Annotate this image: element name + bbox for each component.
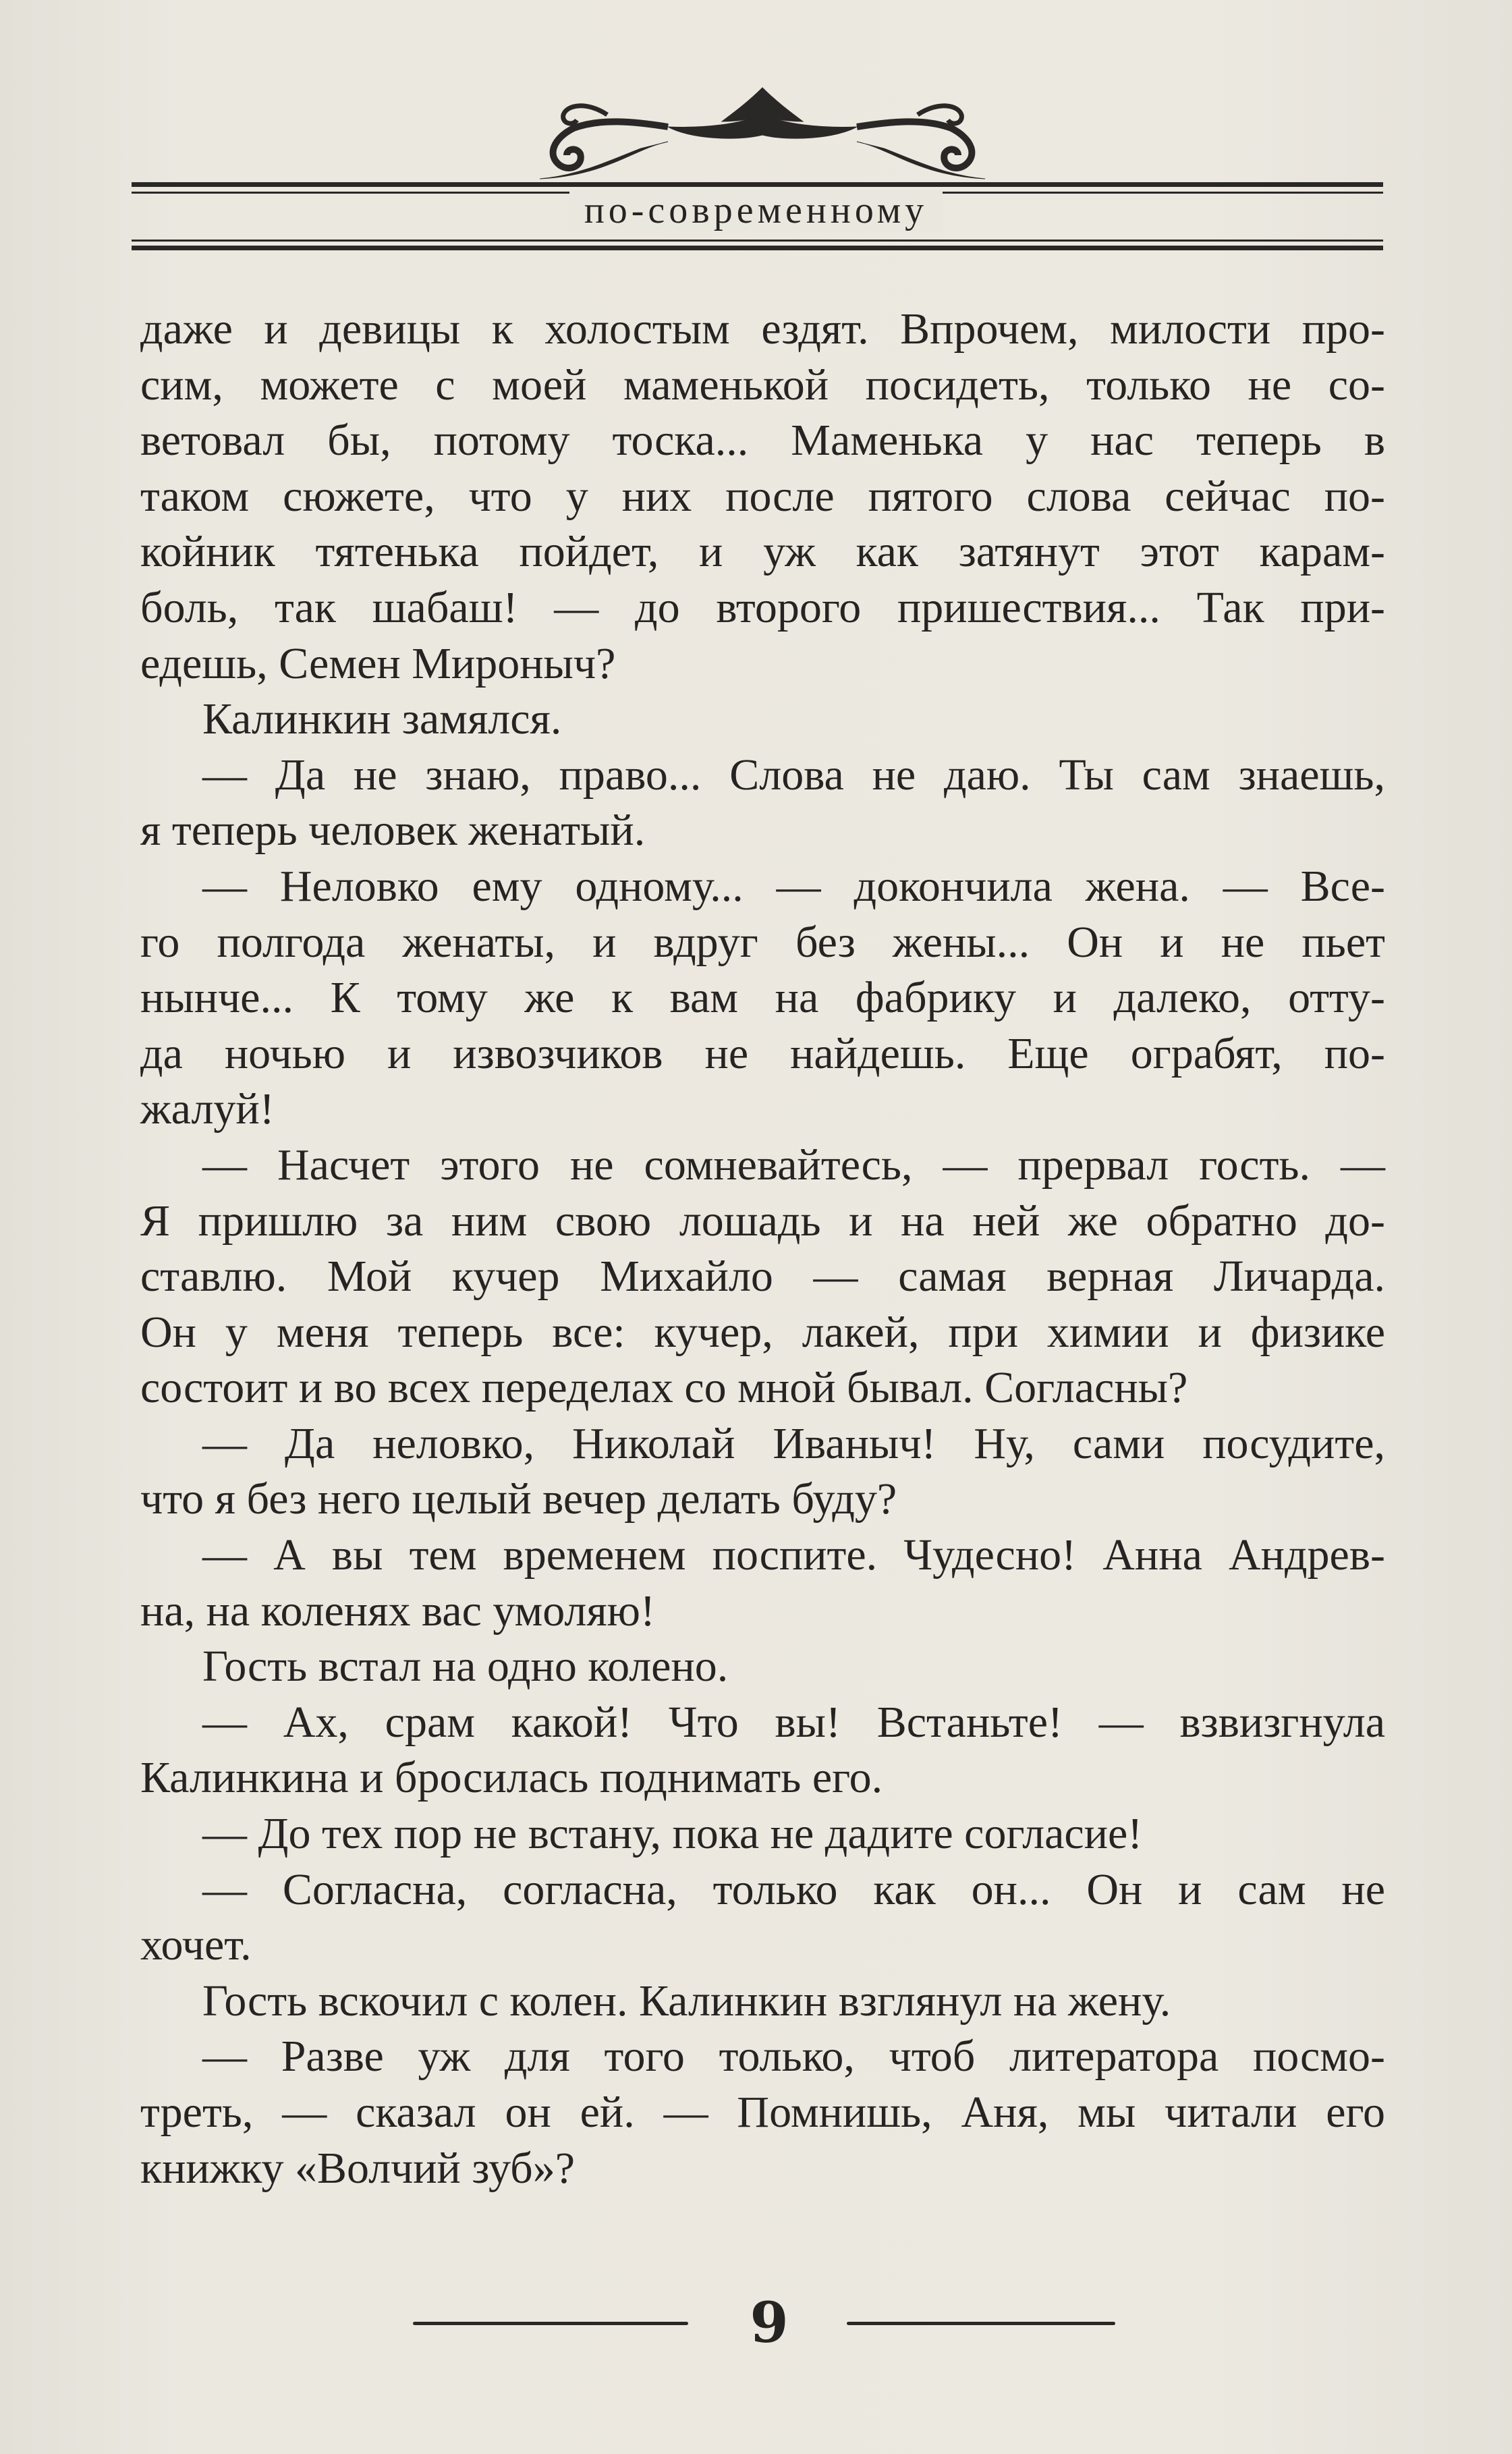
text-line: — Ах, срам какой! Что вы! Встаньте! — взвизгнула bbox=[202, 1697, 1385, 1747]
text-line: ставлю. Мой кучер Михайло — самая верная Личарда. bbox=[140, 1252, 1385, 1302]
text-line: таком сюжете, что у них после пятого слова сейчас по- bbox=[140, 471, 1385, 521]
text-line: — Разве уж для того только, чтоб литератора посмо- bbox=[202, 2032, 1385, 2082]
header-rule-bottom bbox=[132, 246, 1383, 250]
text-line: ветовал бы, потому тоска... Маменька у нас теперь в bbox=[140, 416, 1385, 466]
text-line: я теперь человек женатый. bbox=[140, 806, 646, 856]
text-line: Калинкин замялся. bbox=[202, 694, 562, 744]
text-line: Гость вскочил с колен. Калинкин взглянул на жену. bbox=[202, 1976, 1171, 2026]
running-head-text: по-современному bbox=[569, 190, 943, 231]
text-line: — Да не знаю, право... Слова не даю. Ты сам знаешь, bbox=[202, 750, 1385, 800]
text-line: койник тятенька пойдет, и уж как затянут этот карам- bbox=[140, 527, 1385, 577]
text-line: хочет. bbox=[140, 1920, 252, 1970]
header-ornament-icon bbox=[499, 74, 1026, 182]
text-line: Он у меня теперь все: кучер, лакей, при химии и физике bbox=[140, 1307, 1385, 1357]
text-line: — Неловко ему одному... — докончила жена. — Все- bbox=[202, 861, 1385, 911]
folio-rule-left bbox=[413, 2322, 688, 2325]
text-line: — Да неловко, Николай Иваныч! Ну, сами посудите, bbox=[202, 1418, 1385, 1468]
text-line: да ночью и извозчиков не найдешь. Еще ограбят, по- bbox=[140, 1028, 1385, 1078]
text-line: что я без него целый вечер делать буду? bbox=[140, 1474, 897, 1524]
text-line: книжку «Волчий зуб»? bbox=[140, 2143, 576, 2193]
body-text bbox=[140, 302, 1385, 2196]
text-line: едешь, Семен Мироныч? bbox=[140, 638, 616, 688]
text-line: — До тех пор не встану, пока не дадите согласие! bbox=[202, 1809, 1143, 1859]
folio-rule-right bbox=[847, 2322, 1115, 2325]
text-line: даже и девицы к холостым ездят. Впрочем, милости про- bbox=[140, 304, 1385, 354]
header-rule-top bbox=[132, 182, 1383, 187]
text-line: — А вы тем временем поспите. Чудесно! Анна Андрев- bbox=[202, 1530, 1385, 1580]
text-line: го полгода женаты, и вдруг без жены... Он и не пьет bbox=[140, 917, 1385, 967]
text-line: Гость встал на одно колено. bbox=[202, 1642, 729, 1692]
running-head bbox=[0, 190, 1512, 231]
text-line: — Насчет этого не сомневайтесь, — прервал гость. — bbox=[202, 1140, 1385, 1190]
text-line: состоит и во всех переделах со мной бывал. Согласны? bbox=[140, 1363, 1188, 1413]
text-line: Я пришлю за ним свою лошадь и на ней же обратно до- bbox=[140, 1196, 1385, 1246]
text-line: нынче... К тому же к вам на фабрику и далеко, отту- bbox=[140, 973, 1385, 1023]
header-rule-bottom-thin bbox=[132, 240, 1383, 242]
text-line: на, на коленях вас умоляю! bbox=[140, 1586, 655, 1636]
text-line: жалуй! bbox=[140, 1084, 275, 1134]
text-line: сим, можете с моей маменькой посидеть, только не со- bbox=[140, 360, 1385, 410]
text-line: — Согласна, согласна, только как он... Он и сам не bbox=[202, 1864, 1385, 1914]
page-number: 9 bbox=[750, 2291, 789, 2355]
text-line: треть, — сказал он ей. — Помнишь, Аня, мы читали его bbox=[140, 2088, 1385, 2137]
text-line: боль, так шабаш! — до второго пришествия... Так при- bbox=[140, 582, 1385, 632]
text-line: Калинкина и бросилась поднимать его. bbox=[140, 1753, 883, 1803]
